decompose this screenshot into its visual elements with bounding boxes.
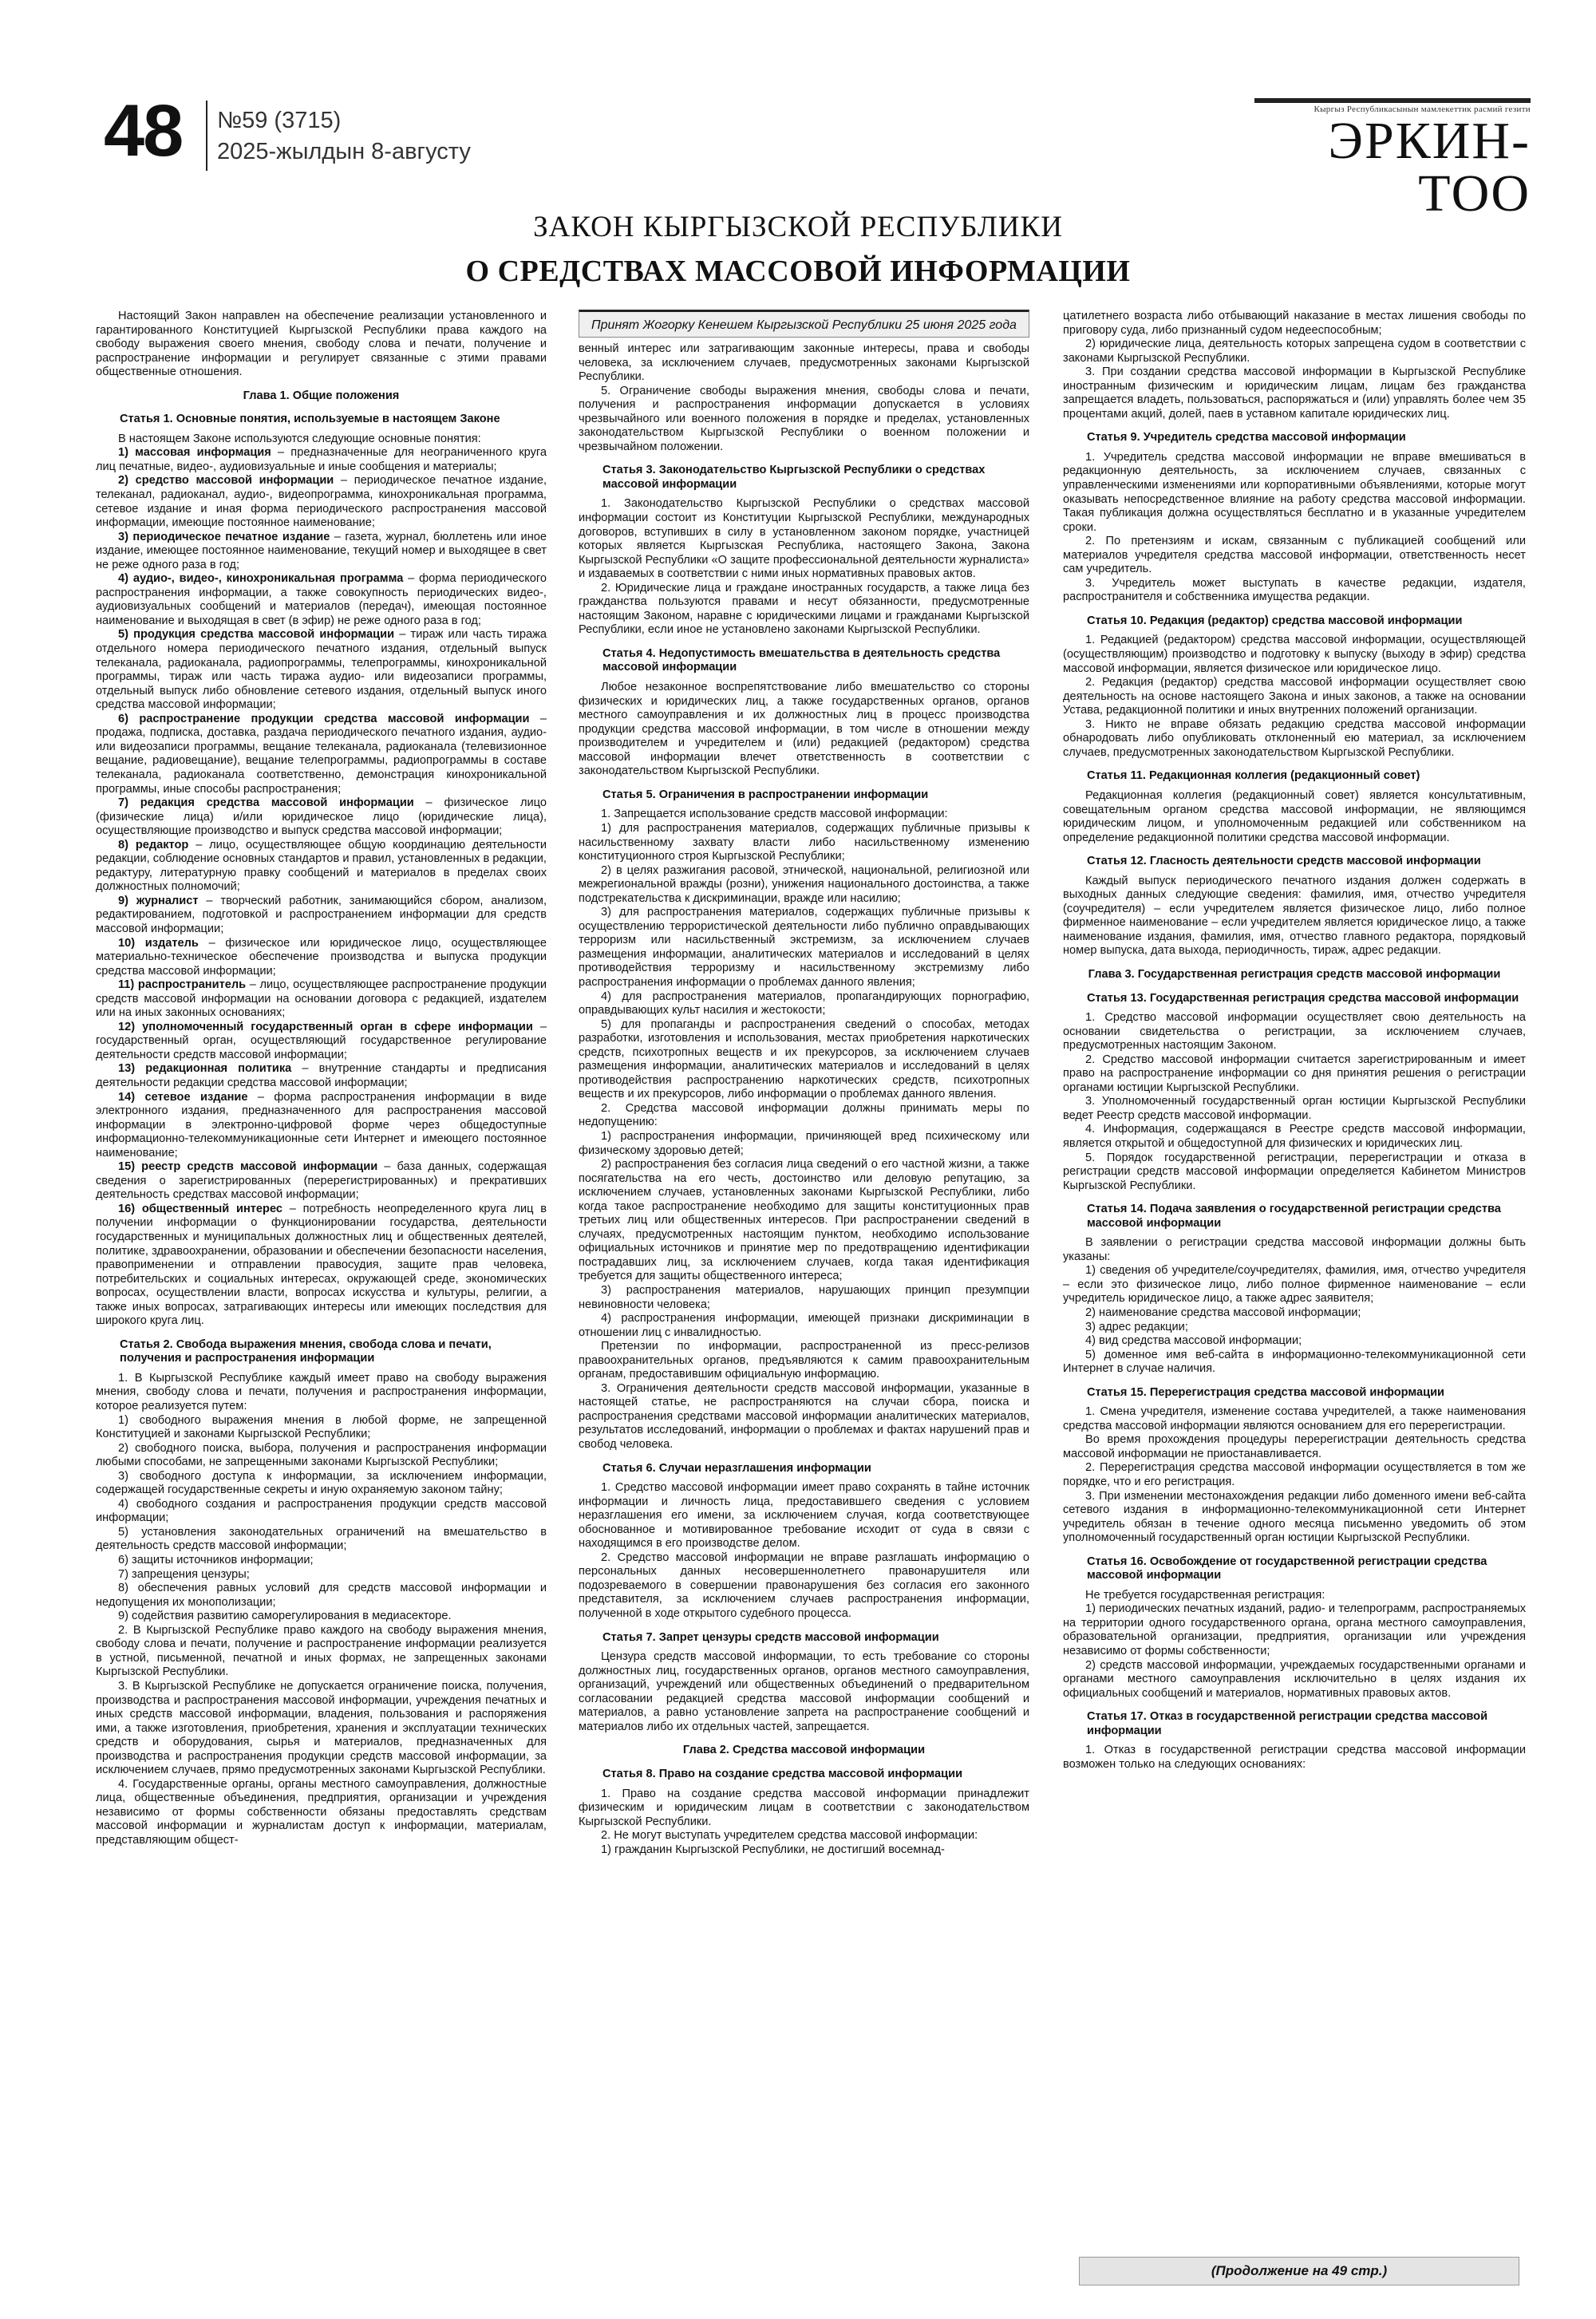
paragraph: 9) журналист – творческий работник, занимающийся сбором, анализом, редактированием, подготовкой и распространением информации для средств массовой информации; (96, 894, 547, 935)
article-heading: Статья 13. Государственная регистрация средства массовой информации (1087, 991, 1519, 1005)
continuation-note[interactable]: (Продолжение на 49 стр.) (1079, 2257, 1519, 2285)
paragraph: 3) свободного доступа к информации, за исключением информации, содержащей государственные секреты и иную охраняемую законом тайну; (96, 1469, 547, 1497)
law-title: О СРЕДСТВАХ МАССОВОЙ ИНФОРМАЦИИ (465, 255, 1131, 288)
paragraph: 8) обеспечения равных условий для средств массовой информации и недопущения их монополизации; (96, 1582, 547, 1609)
paragraph: 3. Ограничения деятельности средств массовой информации, указанные в настоящей статье, не распространяются на случаи сбора, поиска и распространения средствами массовой информации аналитических материалов, результатов исследований, информации о проблемах и фактах нарушений прав и свобод человека. (579, 1381, 1029, 1452)
paragraph: 3. При создании средства массовой информации в Кыргызской Республике иностранным физическим и юридическим лицам, лицам без гражданства запрещается владеть, пользоваться, распоряжаться и (или) управлять более чем 35 процентами акций, долей, паев в уставном капитале юридических лиц. (1063, 365, 1526, 421)
column-1 (96, 310, 547, 2297)
paragraph: В заявлении о регистрации средства массовой информации должны быть указаны: (1063, 1236, 1526, 1263)
chapter-heading: Глава 3. Государственная регистрация средств массовой информации (1088, 967, 1501, 981)
term: 15) реестр средств массовой информации (118, 1160, 378, 1174)
paragraph: 3) распространения материалов, нарушающих принцип презумпции невиновности человека; (579, 1284, 1029, 1311)
paragraph: 12) уполномоченный государственный орган в сфере информации – государственный орган, осуществляющий государственное регулирование деятельности средств массовой информации; (96, 1020, 547, 1061)
article-heading: Статья 7. Запрет цензуры средств массовой информации (602, 1630, 939, 1644)
paragraph: 7) запрещения цензуры; (118, 1567, 250, 1581)
article-heading: Статья 3. Законодательство Кыргызской Республики о средствах массовой информации (602, 464, 986, 491)
article-heading: Статья 8. Право на создание средства массовой информации (602, 1767, 963, 1780)
masthead-rule (1254, 98, 1531, 103)
paragraph: 3) для распространения материалов, содержащих публичные призывы к осуществлению террористической деятельности либо публично оправдывающих терроризм или насильственный экстремизм, за исключением случаев размещения информации, аналитических материалов и исследований в целях противодействия терроризму и насильственному экстремизму либо распространения информации о проблемах данного явления; (579, 906, 1029, 989)
term: 5) продукция средства массовой информации (118, 628, 395, 642)
paragraph: 1) распространения информации, причиняющей вред психическому или физическому здоровью детей; (579, 1129, 1029, 1157)
term: 11) распространитель (118, 978, 247, 992)
paragraph: 11) распространитель – лицо, осуществляющее распространение продукции средств массовой информации на основании договора с редакцией, издателем или на иных законных основаниях; (96, 978, 547, 1020)
paragraph: 2) наименование средства массовой информации; (1085, 1306, 1361, 1319)
paragraph: 1. Право на создание средства массовой информации принадлежит физическим и юридическим лицам в соответствии с законодательством Кыргызской Республики. (579, 1787, 1029, 1828)
paragraph: Цензура средств массовой информации, то есть требование со стороны должностных лиц, государственных органов, органов местного самоуправления, организаций, учреждений или общественных объединений о предварительном согласовании редакцией средства массовой информации сообщений и материалов, а равно установление запрета на распространение сообщений и материалов либо их отдельных частей, запрещается. (579, 1650, 1029, 1733)
paragraph: 14) сетевое издание – форма распространения информации в виде электронного издания, предназначенного для распространения массовой информации в электронно-цифровой форме через общедоступные информационно-телекоммуникационные сети Интернет и имеющего постоянное наименование; (96, 1090, 547, 1160)
column-2 (579, 310, 1029, 2297)
paragraph: 1. Средство массовой информации осуществляет свою деятельность на основании свидетельства о регистрации, за исключением случаев, предусмотренных настоящим Законом. (1063, 1011, 1526, 1053)
paragraph: 3. В Кыргызской Республике не допускается ограничение поиска, получения, производства и распространения массовой информации, учреждения печатных и иных средств массовой информации, владения, пользования и распоряжения ими, а также изготовления, приобретения, хранения и эксплуатации технических средств и оборудования, сырья и материалов, предназначенных для производства и распространения продукции средств массовой информации, за исключением случаев, прямо предусмотренных законами Кыргызской Республики. (96, 1679, 547, 1777)
paragraph: 2) распространения без согласия лица сведений о его частной жизни, а также посягательства на его честь, достоинство или деловую репутацию, за исключением случаев, установленных законами Кыргызской Республики, либо когда такое распространение необходимо для защиты конституционных прав третьих лиц или общественных интересов. При распространении сведений в случаях, предусмотренных настоящим пунктом, необходимо использование официальных источников и принятие мер по предотвращению идентификации пострадавших лиц, за исключением случаев, когда такая идентификация требуется для защиты общественного интереса; (579, 1158, 1029, 1283)
paragraph: 4) для распространения материалов, пропагандирующих порнографию, оправдывающих культ насилия и жестокости; (579, 990, 1029, 1017)
issue-date: 2025-жылдын 8-августу (217, 139, 471, 164)
adoption-box: Принят Жогорку Кенешем Кыргызской Республики 25 июня 2025 года (579, 310, 1029, 338)
article-heading: Статья 12. Гласность деятельности средств массовой информации (1087, 855, 1481, 868)
paragraph: 2. Перерегистрация средства массовой информации осуществляется в том же порядке, что и его регистрация. (1063, 1461, 1526, 1489)
paragraph: 1. Средство массовой информации имеет право сохранять в тайне источник информации и личность лица, предоставившего сведения с условием неразглашения его имени, за исключением случая, когда соответствующее обоснованное и мотивированное требование исходит от суда в связи с находящимся в его производстве делом. (579, 1481, 1029, 1551)
term: 4) аудио-, видео-, кинохроникальная программа (118, 572, 404, 586)
article-heading: Статья 1. Основные понятия, используемые в настоящем Законе (120, 413, 500, 426)
paragraph: 1) гражданин Кыргызской Республики, не достигший восемнад- (601, 1843, 945, 1856)
paragraph: 1. Учредитель средства массовой информации не вправе вмешиваться в редакционную деятельность, за исключением случаев, связанных с управленческими изменениями или корпоративными объявлениями, которые могут оказывать непосредственное влияние на работу средства массовой информации. Такая публикация должна осуществляться бесплатно и в указанные учредителем сроки. (1063, 450, 1526, 534)
paragraph: 3. Никто не вправе обязать редакцию средства массовой информации обнародовать либо опубликовать отклоненный ею материал, за исключением случаев, предусмотренных законодательством Кыргызской Республики. (1063, 717, 1526, 759)
paragraph: 13) редакционная политика – внутренние стандарты и предписания деятельности редакции средства массовой информации; (96, 1062, 547, 1089)
article-heading: Статья 9. Учредитель средства массовой информации (1087, 431, 1406, 444)
paragraph: 1. В Кыргызской Республике каждый имеет право на свободу выражения мнения, свободу слова и печати, получения и распространения информации, которое реализуется путем: (96, 1371, 547, 1413)
article-heading: Статья 2. Свобода выражения мнения, свобода слова и печати, получения и распространения информации (120, 1337, 492, 1365)
term: 6) распространение продукции средства массовой информации (118, 712, 530, 725)
paragraph: 3. При изменении местонахождения редакции либо доменного имени веб-сайта сетевого издания в информационно-телекоммуникационной сети Интернет учредитель обязан в течение одного месяца письменно уведомить об этом уполномоченный государственный орган юстиции Кыргызской Республики. (1063, 1489, 1526, 1545)
term: 13) редакционная политика (118, 1062, 292, 1076)
term: 10) издатель (118, 936, 199, 950)
article-heading: Статья 15. Перерегистрация средства массовой информации (1087, 1385, 1445, 1399)
paragraph: Настоящий Закон направлен на обеспечение реализации установленного и гарантированного Конституцией Кыргызской Республики права каждого на свободу выражения своего мнения, свободу слова и печати, получение и распространение информации и регулирует связанные с этими правами общественные отношения. (96, 310, 547, 379)
paragraph: 2. В Кыргызской Республике право каждого на свободу выражения мнения, свободу слова и печати, получение и распространение информации реализуется в устной, письменной, печатной и иных формах, не запрещенных законами Кыргызской Республики. (96, 1623, 547, 1679)
page-number: 48 (104, 90, 183, 172)
paragraph: 2. По претензиям и искам, связанным с публикацией сообщений или материалов учредителя средства массовой информации, ответственность несет сам учредитель. (1063, 535, 1526, 576)
chapter-heading: Глава 2. Средства массовой информации (682, 1744, 926, 1757)
paragraph: 2) юридические лица, деятельность которых запрещена судом в соответствии с законами Кыргызской Республики. (1063, 338, 1526, 365)
paragraph: 2) в целях разжигания расовой, этнической, национальной, религиозной или межрегиональной вражды (розни), унижения национального достоинства, а также подстрекательства к дискриминации, вражде или насилию; (579, 863, 1029, 905)
paragraph: 6) распространение продукции средства массовой информации – продажа, подписка, доставка, раздача периодического печатного издания, аудио- или видеозаписи программы, вещание телеканала, радиоканала (телевизионное вещание, радиовещание), вещание телепрограммы, радиопрограммы в составе телеканала, радиоканала соответственно, демонстрация кинохроникальной программы, иные способы распространения; (96, 712, 547, 796)
article-heading: Статья 10. Редакция (редактор) средства массовой информации (1087, 614, 1463, 627)
paragraph: 9) содействия развитию саморегулирования в медиасекторе. (118, 1610, 452, 1623)
issue-number: №59 (3715) (217, 108, 342, 133)
paragraph: 1. Законодательство Кыргызской Республики о средствах массовой информации состоит из Конституции Кыргызской Республики, международных договоров, вступивших в силу в установленном законом порядке, участницей которых является Кыргызская Республика, настоящего Закона, Закона Кыргызской Республики «О защите профессиональной деятельности журналиста» и издаваемых в соответствии с ними иных нормативных правовых актов. (579, 497, 1029, 581)
issue-info (217, 105, 471, 168)
article-heading: Статья 5. Ограничения в распространении информации (602, 788, 929, 801)
paragraph: Во время прохождения процедуры перерегистрации деятельность средства массовой информации не приостанавливается. (1063, 1433, 1526, 1460)
paragraph: 4) вид средства массовой информации; (1085, 1334, 1302, 1348)
paragraph: Редакционная коллегия (редакционный совет) является консультативным, совещательным органом средства массовой информации, не являющимся юридическим лицом, и уполномоченным редакцией или собственником на определение редакционной политики средства массовой информации. (1063, 788, 1526, 844)
paragraph: 2. Юридические лица и граждане иностранных государств, а также лица без гражданства пользуются правами и несут обязанности, предусмотренные настоящим Законом, наравне с юридическими лицами и гражданами Кыргызской Республики, если иное не установлено законами Кыргызской Республики. (579, 581, 1029, 637)
paragraph: 2) средство массовой информации – периодическое печатное издание, телеканал, радиоканал, аудио-, видеопрограмма, кинохроникальная программа, сетевое издание и иная форма периодического распространения массовой информации, имеющие постоянное наименование; (96, 474, 547, 530)
paragraph: 1. Смена учредителя, изменение состава учредителей, а также наименования средства массовой информации являются основанием для его перерегистрации. (1063, 1405, 1526, 1432)
paragraph: 5. Ограничение свободы выражения мнения, свободы слова и печати, получения и распространения информации допускается в условиях чрезвычайного или военного положения в порядке и пределах, установленных законодательством Кыргызской Республики о военном положении и чрезвычайном положении. (579, 384, 1029, 453)
paragraph: 4) свободного создания и распространения продукции средств массовой информации; (96, 1497, 547, 1525)
paragraph: 2. Средство массовой информации считается зарегистрированным и имеет право на распространение информации со дня принятия решения о регистрации органами юстиции Кыргызской Республики. (1063, 1053, 1526, 1094)
article-heading: Статья 16. Освобождение от государственной регистрации средства массовой информации (1087, 1555, 1487, 1582)
paragraph: Претензии по информации, распространенной из пресс-релизов правоохранительных органов, предъявляются к самим правоохранительным органам, предоставившим официальную информацию. (579, 1340, 1029, 1381)
paragraph: 16) общественный интерес – потребность неопределенного круга лиц в получении информации о функционировании государства, деятельности государственных и муниципальных должностных лиц и общественных деятелей, политике, здравоохранении, образовании и обеспечении безопасности населения, правоприменении и отправлении правосудия, защите прав человека, потребительских и социальных интересах, окружающей среде, экономических вопросах, осуществлении власти, вопросах искусства и культуры, религии, а также иных вопросах, затрагивающих интересы или имеющих последствия для широкого круга лиц. (96, 1202, 547, 1328)
paragraph: венный интерес или затрагивающим законные интересы, права и свободы человека, за исключением случаев, предусмотренных законами Кыргызской Республики. (579, 342, 1029, 384)
paragraph: 5) продукция средства массовой информации – тираж или часть тиража отдельного номера периодического печатного издания, отдельный выпуск телеканала, радиоканала, радиопрограммы, телепрограммы, кинохроникальной программы, тираж или часть тиража аудио- или видеозаписи программы, отдельный выпуск либо обновление сетевого издания, отдельный выпуск иного средства массовой информации; (96, 628, 547, 712)
term: 14) сетевое издание (118, 1090, 248, 1104)
paragraph: 3) адрес редакции; (1085, 1320, 1188, 1333)
paragraph: 8) редактор – лицо, осуществляющее общую координацию деятельности редакции, соблюдение основных стандартов и правил, установленных в редакции, редактуру, литературную правку сообщений и материалов в пределах своих должностных полномочий; (96, 838, 547, 894)
paragraph: 1) периодических печатных изданий, радио- и телепрограмм, распространяемых на территории одного государственного органа, органа местного самоуправления, образовательной организации, предприятия, организации или учреждения независимо от формы собственности; (1063, 1602, 1526, 1658)
paragraph: Любое незаконное воспрепятствование либо вмешательство со стороны физических и юридических лиц, а также государственных органов, органов местного самоуправления и их должностных лиц в процесс производства продукции средства массовой информации, в том числе в отношении между производителем и учредителем и (или) редакцией (редактором) средства массовой информации влечет ответственность в соответствии с законодательством Кыргызской Республики. (579, 681, 1029, 778)
paragraph: Каждый выпуск периодического печатного издания должен содержать в выходных данных следующие сведения: фамилия, имя, отчество учредителя (соучредителя) – если учредителем является физическое лицо, либо полное фирменное наименование – если учредителем является юридическое лицо, а также наименование издания, фамилия, имя, отчество главного редактора, порядковый номер выпуска, дата выхода, периодичность, тираж, адрес редакции. (1063, 874, 1526, 958)
paragraph: 1. Редакцией (редактором) средства массовой информации, осуществляющей (осуществляющим) производство и подготовку к выпуску (выходу в эфир) средства массовой информации, является физическое или юридическое лицо. (1063, 634, 1526, 675)
paragraph: 1) свободного выражения мнения в любой форме, не запрещенной Конституцией и законами Кыргызской Республики; (96, 1413, 547, 1441)
paragraph: 2) средств массовой информации, учреждаемых государственными органами и органами местного самоуправления исключительно в целях издания их официальных сообщений и материалов, нормативных правовых актов. (1063, 1658, 1526, 1700)
paragraph: 3) периодическое печатное издание – газета, журнал, бюллетень или иное издание, имеющее постоянное наименование, текущий номер и выходящее в свет не реже одного раза в год; (96, 530, 547, 571)
paragraph: 4) распространения информации, имеющей признаки дискриминации в отношении лиц с инвалидностью. (579, 1312, 1029, 1339)
paragraph: 5) для пропаганды и распространения сведений о способах, методах разработки, изготовления и использования, местах приобретения наркотических средств, психотропных веществ и их прекурсоров, за исключением случаев размещения информации, аналитических материалов и исследований в целях противодействия распространению наркотических средств, психотропных веществ и их прекурсоров, либо информации о проблемах данного явления. (579, 1017, 1029, 1101)
paragraph: 2. Средства массовой информации должны принимать меры по недопущению: (579, 1101, 1029, 1129)
paragraph: 7) редакция средства массовой информации – физическое лицо (физические лица) и/или юридическое лицо (юридические лица), осуществляющие производство и выпуск средства массовой информации; (96, 796, 547, 838)
paragraph: 5) установления законодательных ограничений на вмешательство в деятельность средств массовой информации; (96, 1525, 547, 1553)
paragraph: В настоящем Законе используются следующие основные понятия: (118, 432, 481, 445)
paragraph: 2. Не могут выступать учредителем средства массовой информации: (601, 1829, 978, 1843)
masthead-logo: ЭРКИН-ТОО (1328, 112, 1531, 223)
paragraph: 1) сведения об учредителе/соучредителях, фамилия, имя, отчество учредителя – если это физическое лицо, либо полное фирменное наименование – если учредитель юридическое лицо, а также адрес заявителя; (1063, 1264, 1526, 1306)
paragraph: 15) реестр средств массовой информации – база данных, содержащая сведения о зарегистрированных (перерегистрированных) и прекративших деятельность средствах массовой информации; (96, 1160, 547, 1202)
term: 7) редакция средства массовой информации (118, 796, 414, 810)
paragraph: 1) массовая информация – предназначенные для неограниченного круга лиц печатные, видео-, аудиовизуальные и иные сообщения и материалы; (96, 446, 547, 473)
term: 12) уполномоченный государственный орган в сфере информации (118, 1020, 533, 1033)
term: 2) средство массовой информации (118, 474, 334, 488)
law-kicker: ЗАКОН КЫРГЫЗСКОЙ РЕСПУБЛИКИ (533, 211, 1063, 243)
term: 1) массовая информация (118, 446, 271, 460)
article-heading: Статья 4. Недопустимость вмешательства в деятельность средства массовой информации (602, 646, 1001, 674)
article-heading: Статья 14. Подача заявления о государственной регистрации средства массовой информации (1087, 1203, 1501, 1230)
masthead-tagline: Кыргыз Республикасынын мамлекеттик расмий гезити (1314, 105, 1531, 114)
column-3 (1063, 310, 1526, 2289)
article-heading: Статья 17. Отказ в государственной регистрации средства массовой информации (1087, 1710, 1488, 1737)
term: 8) редактор (118, 838, 189, 851)
chapter-heading: Глава 1. Общие положения (243, 389, 400, 402)
paragraph: 6) защиты источников информации; (118, 1554, 314, 1567)
paragraph: 3. Уполномоченный государственный орган юстиции Кыргызской Республики ведет Реестр средств массовой информации. (1063, 1095, 1526, 1122)
paragraph: 5) доменное имя веб-сайта в информационно-телекоммуникационной сети Интернет в случае наличия. (1063, 1348, 1526, 1376)
paragraph: 2. Редакция (редактор) средства массовой информации осуществляет свою деятельность на основе настоящего Закона и иных законов, а также на основании Устава, редакционной политики и иных внутренних положений организации. (1063, 676, 1526, 717)
paragraph: 1. Запрещается использование средств массовой информации: (601, 808, 948, 821)
paragraph: 2. Средство массовой информации не вправе разглашать информацию о персональных данных несовершеннолетнего правонарушителя или подозреваемого в совершении правонарушения без согласия его законного представителя, за исключением случаев распространения информации, полученной в ходе открытого судебного процесса. (579, 1551, 1029, 1621)
paragraph: 4. Государственные органы, органы местного самоуправления, должностные лица, общественные объединения, предприятия, организации и учреждения независимо от формы собственности обязаны предоставлять средствам массовой информации и журналистам доступ к информации, материалам, представляющим общест- (96, 1777, 547, 1847)
paragraph: 4. Информация, содержащаяся в Реестре средств массовой информации, является открытой и общедоступной для физических и юридических лиц. (1063, 1123, 1526, 1150)
article-heading: Статья 6. Случаи неразглашения информации (602, 1461, 871, 1475)
paragraph: 3. Учредитель может выступать в качестве редакции, издателя, распространителя и собственника имущества редакции. (1063, 576, 1526, 604)
paragraph: 4) аудио-, видео-, кинохроникальная программа – форма периодического распространения информации, а также совокупность периодических видео-, аудиовизуальных сообщений и материалов (передач), имеющая постоянное наименование и выходящая в свет (в эфир) не реже одного раза в год; (96, 572, 547, 627)
header-divider (206, 101, 207, 171)
term: 16) общественный интерес (118, 1202, 282, 1215)
term: 9) журналист (118, 894, 199, 907)
paragraph: цатилетнего возраста либо отбывающий наказание в местах лишения свободы по приговору суда, либо признанный судом недееспособным; (1063, 310, 1526, 337)
paragraph: Не требуется государственная регистрация: (1085, 1588, 1325, 1602)
paragraph: 10) издатель – физическое или юридическое лицо, осуществляющее материально-техническое обеспечение производства и выпуска продукции средства массовой информации; (96, 936, 547, 978)
paragraph: 1. Отказ в государственной регистрации средства массовой информации возможен только на следующих основаниях: (1063, 1744, 1526, 1771)
paragraph: 2) свободного поиска, выбора, получения и распространения информации любыми способами, не запрещенными законами Кыргызской Республики; (96, 1441, 547, 1469)
article-heading: Статья 11. Редакционная коллегия (редакционный совет) (1087, 769, 1420, 783)
paragraph: 1) для распространения материалов, содержащих публичные призывы к насильственному захвату власти либо насильственному изменению конституционного строя Кыргызской Республики; (579, 821, 1029, 863)
term: 3) периодическое печатное издание (118, 530, 330, 543)
paragraph: 5. Порядок государственной регистрации, перерегистрации и отказа в регистрации средств массовой информации определяется Кабинетом Министров Кыргызской Республики. (1063, 1151, 1526, 1192)
